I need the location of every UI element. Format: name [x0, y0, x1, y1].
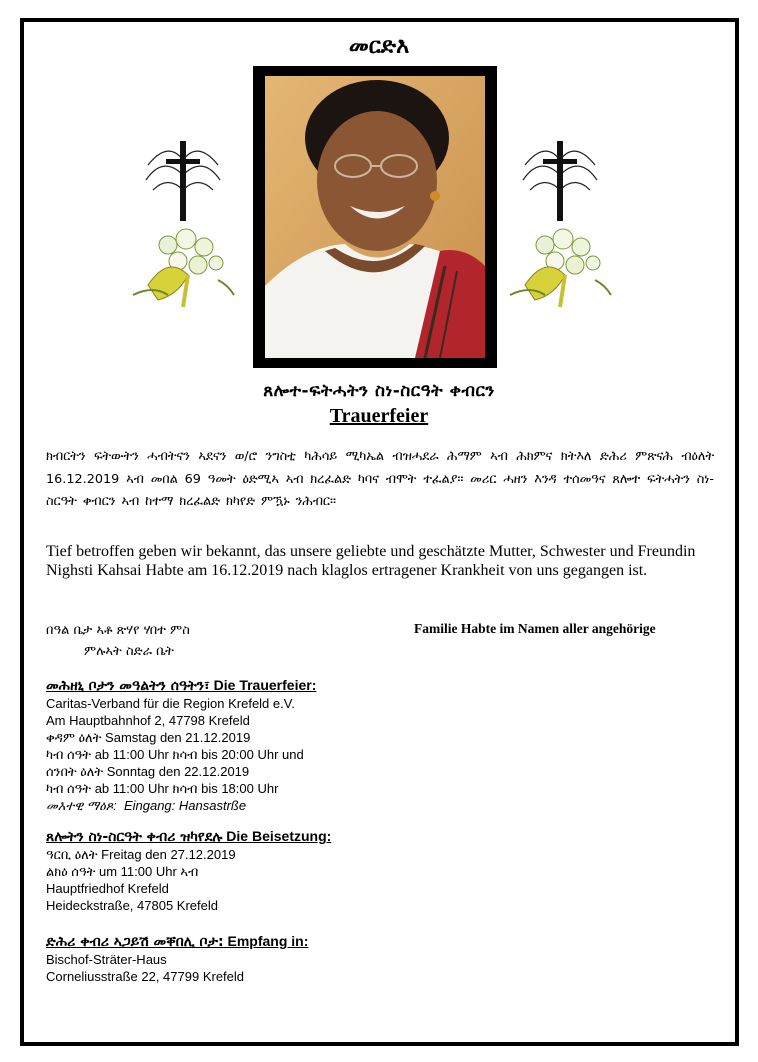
- intro-german: Tief betroffen geben wir bekannt, das unsere geliebte und geschätzte Mutter, Schwester und Freundin Nighsti Kahsai Habte am 16.12.2019 nach klaglos ertragener Krankheit von uns gegangen ist.: [46, 543, 696, 579]
- signature-tigrinya-line1: በዓል ቤታ ኣቶ ጽሃየ ሃበተ ምስ: [46, 623, 190, 638]
- burial-line: Heideckstraße, 47805 Krefeld: [46, 898, 218, 913]
- mourning-line: ሰንበት ዕለት Sonntag den 22.12.2019: [46, 764, 250, 779]
- mourning-line: ካብ ሰዓት ab 11:00 Uhr ክሳብ bis 18:00 Uhr: [46, 781, 279, 796]
- heading-german: Trauerfeier: [329, 405, 429, 427]
- mourning-line: Caritas-Verband für die Region Krefeld e.V.: [46, 696, 295, 711]
- mourning-line: Am Hauptbahnhof 2, 47798 Krefeld: [46, 713, 250, 728]
- burial-line: ልክዕ ሰዓት um 11:00 Uhr ኣብ: [46, 864, 199, 879]
- mourning-entrance: መእተዊ ማዕጾ: Eingang: Hansastrße: [46, 798, 247, 813]
- reception-line: Bischof-Sträter-Haus: [46, 952, 167, 967]
- section-mourning: [46, 676, 316, 814]
- cross-bouquet-icon: [505, 135, 615, 315]
- section-burial-heading-de: Die Beisetzung:: [222, 828, 332, 844]
- burial-line: Hauptfriedhof Krefeld: [46, 881, 169, 896]
- cross-bouquet-icon: [128, 135, 238, 315]
- mourning-line: ቀዳም ዕለት Samstag den 21.12.2019: [46, 730, 251, 745]
- section-reception-heading-ti: ድሕሪ ቀብሪ ኣጋይሽ መቐበሊ ቦታ:: [46, 934, 224, 950]
- section-burial-heading: [46, 827, 331, 846]
- section-reception: [46, 932, 308, 985]
- portrait-frame: [253, 66, 497, 368]
- section-mourning-heading-de: Die Trauerfeier:: [209, 677, 317, 693]
- section-mourning-heading-ti: መሕዘኒ ቦታን መዓልትን ሰዓትን፣: [46, 678, 210, 694]
- section-burial-heading-ti: ጸሎትን ስነ-ስርዓት ቀብሪ ዝካየደሉ: [46, 829, 223, 845]
- reception-line: Corneliusstraße 22, 47799 Krefeld: [46, 969, 245, 984]
- signature-tigrinya-line2: ምሉኣት ስድራ ቤት: [84, 644, 174, 659]
- intro-tigrinya: ክብርትን ፍትውትን ሓብትናን ኣደናን ወ/ሮ ንግስቲ ካሕሳይ ሚካኤል ብዝሓደራ ሕማም ኣብ ሕክምና ክትእለ ድሕሪ ምጽናሕ ብዕለት 16.12.2019 ኣብ መበል 69 ዓመት ዕድሚኣ ኣብ ክረፈልድ ካባና ብሞት ተፈልያ። መሪር ሓዘን እንዳ ተሰመዓና ጸሎተ ፍትሓትን ስነ-ስርዓት ቀብርን ኣብ ከተማ ክረፈልድ ክካየድ ምዃኑ ንሕብር።: [46, 449, 714, 509]
- section-reception-heading-de: Empfang in:: [223, 933, 309, 949]
- signature-tigrinya: [46, 620, 190, 662]
- signature-german: Familie Habte im Namen aller angehörige: [414, 621, 656, 636]
- section-mourning-heading: [46, 676, 316, 695]
- mourning-line: ካብ ሰዓት ab 11:00 Uhr ክሳብ bis 20:00 Uhr und: [46, 747, 304, 762]
- heading-tigrinya: ጸሎተ-ፍትሓትን ስነ-ስርዓት ቀብርን: [263, 381, 495, 401]
- section-burial: [46, 827, 331, 914]
- burial-line: ዓርቢ ዕለት Freitag den 27.12.2019: [46, 847, 236, 862]
- portrait-photo: [265, 76, 485, 358]
- section-reception-heading: [46, 932, 308, 951]
- page-title: መርድእ: [348, 34, 410, 59]
